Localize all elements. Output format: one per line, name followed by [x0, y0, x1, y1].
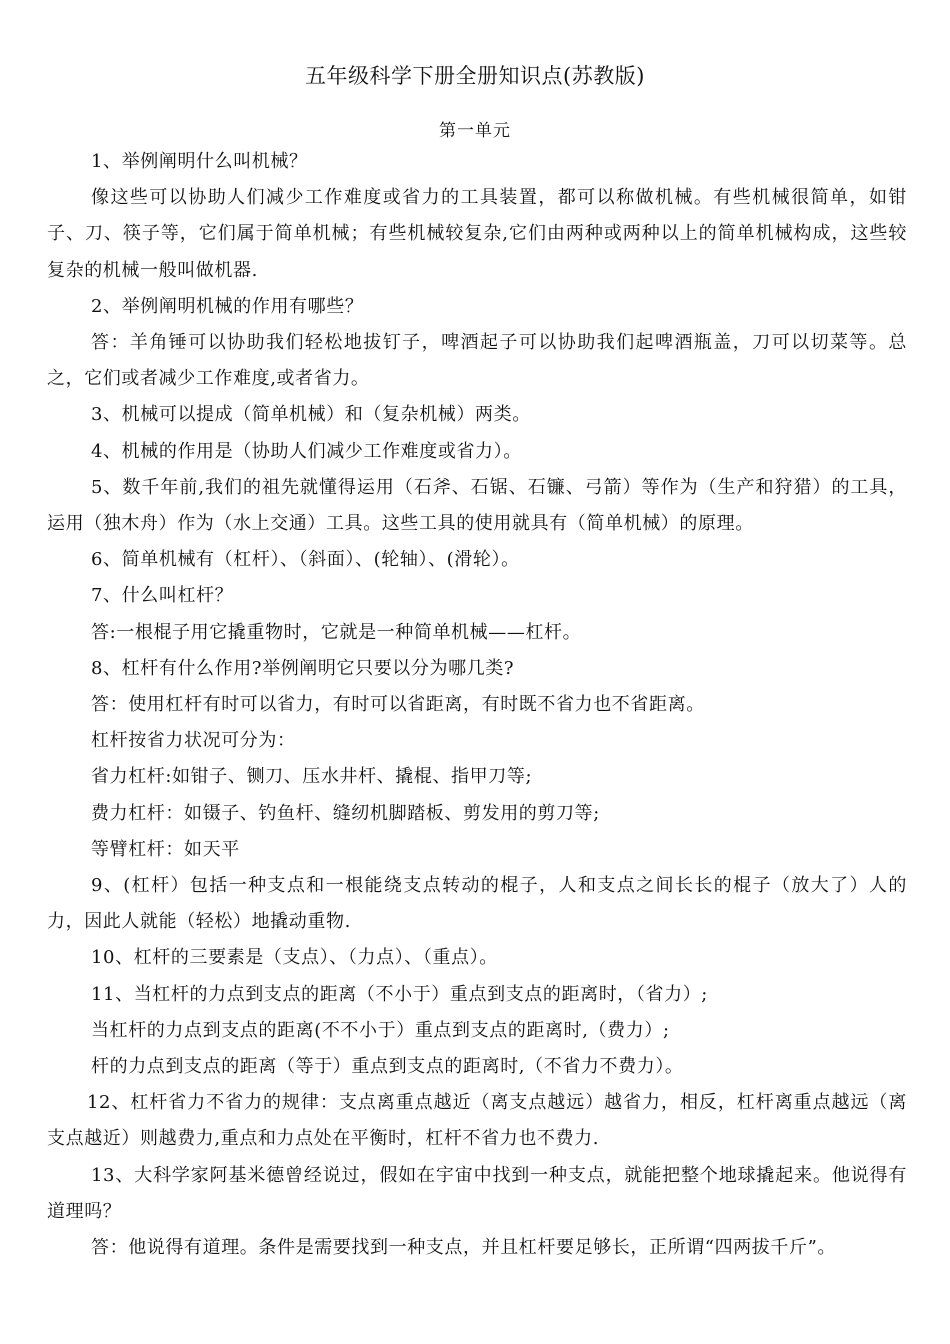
item-4: 4、机械的作用是（协助人们减少工作难度或省力）。	[91, 440, 522, 462]
document-title: 五年级科学下册全册知识点(苏教版)	[305, 64, 645, 88]
answer-8: 答：使用杠杆有时可以省力，有时可以省距离，有时既不省力也不省距离。	[91, 694, 705, 716]
force-costing-lever: 费力杠杆：如镊子、钓鱼杆、缝纫机脚踏板、剪发用的剪刀等;	[91, 802, 600, 824]
answer-1: 像这些可以协助人们减少工作难度或省力的工具装置，都可以称做机械。有些机械很简单，如钳子、刀、筷子等，它们属于简单机械；有些机械较复杂,它们由两种或两种以上的简单机械构成，这些较复杂的机械一般叫做机器.	[47, 187, 907, 281]
question-2: 2、举例阐明机械的作用有哪些？	[91, 295, 364, 317]
lever-classification-intro: 杠杆按省力状况可分为：	[91, 730, 296, 752]
question-1: 1、举例阐明什么叫机械？	[91, 151, 308, 172]
unit-heading: 第一单元	[439, 121, 511, 141]
force-saving-lever: 省力杠杆:如钳子、铡刀、压水井杆、撬棍、指甲刀等;	[91, 766, 533, 788]
item-3: 3、机械可以提成（简单机械）和（复杂机械）两类。	[91, 404, 531, 426]
document-body	[47, 144, 907, 1266]
answer-7: 答:一根棍子用它撬重物时，它就是一种简单机械——杠杆。	[91, 621, 582, 643]
item-12: 12、杠杆省力不省力的规律：支点离重点越近（离支点越远）越省力，相反，杠杆离重点越远（离支点越近）则越费力,重点和力点处在平衡时，杠杆不省力也不费力.	[47, 1092, 907, 1150]
question-7: 7、什么叫杠杆？	[91, 585, 234, 607]
answer-2: 答：羊角锤可以协助我们轻松地拔钉子，啤酒起子可以协助我们起啤酒瓶盖，刀可以切菜等。总之，它们或者减少工作难度,或者省力。	[47, 332, 907, 390]
item-9: 9、(杠杆）包括一种支点和一根能绕支点转动的棍子，人和支点之间长长的棍子（放大了）人的力，因此人就能（轻松）地撬动重物.	[47, 875, 907, 933]
item-11-a: 11、当杠杆的力点到支点的距离（不小于）重点到支点的距离时，（省力）;	[91, 983, 708, 1005]
item-11-b: 当杠杆的力点到支点的距离(不不小于）重点到支点的距离时,（费力）;	[91, 1019, 670, 1041]
question-8: 8、杠杆有什么作用?举例阐明它只要以分为哪几类?	[91, 657, 515, 679]
equal-arm-lever: 等臂杠杆：如天平	[91, 838, 240, 860]
answer-13: 答：他说得有道理。条件是需要找到一种支点，并且杠杆要足够长，正所谓“四两拔千斤”。	[91, 1237, 836, 1259]
item-5: 5、数千年前,我们的祖先就懂得运用（石斧、石锯、石镰、弓箭）等作为（生产和狩猎）的工具，运用（独木舟）作为（水上交通）工具。这些工具的使用就具有（简单机械）的原理。	[47, 476, 907, 535]
question-13: 13、大科学家阿基米德曾经说过，假如在宇宙中找到一种支点，就能把整个地球撬起来。他说得有道理吗？	[47, 1164, 907, 1222]
item-10: 10、杠杆的三要素是（支点）、（力点）、（重点）。	[91, 947, 498, 969]
item-6: 6、简单机械有（杠杆）、（斜面）、(轮轴）、(滑轮）。	[91, 549, 520, 571]
item-11-c: 杆的力点到支点的距离（等于）重点到支点的距离时,（不省力不费力）。	[91, 1056, 684, 1078]
